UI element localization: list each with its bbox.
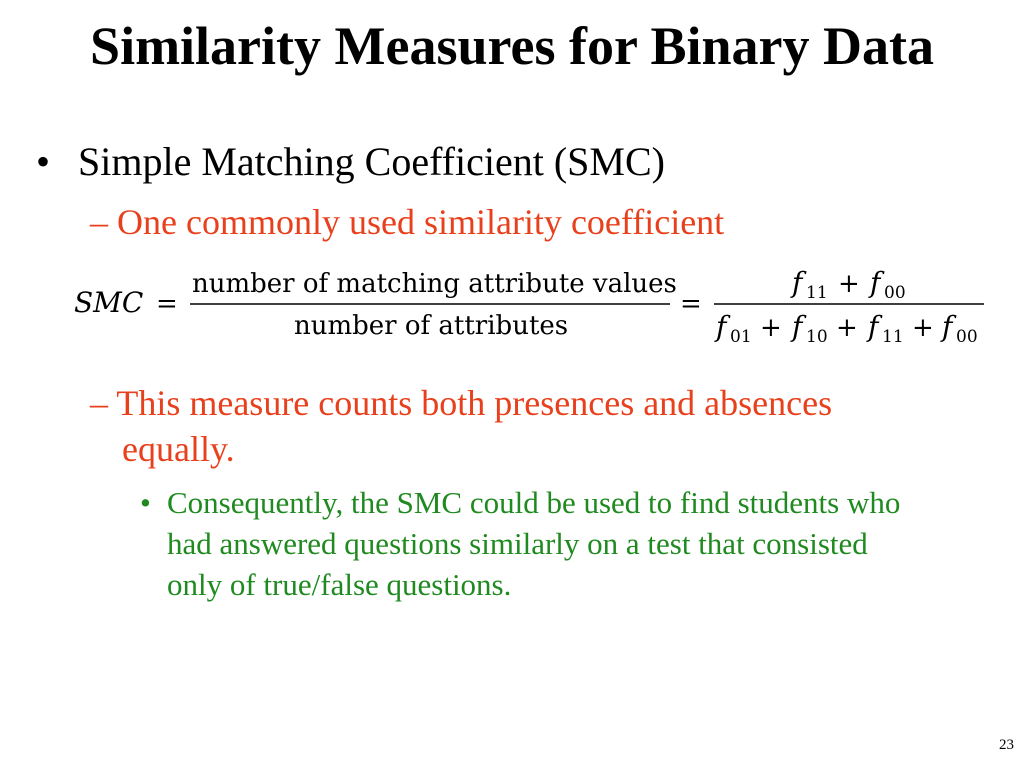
sub-bullet-common-coefficient: – One commonly used similarity coefficient [90, 202, 725, 242]
den-sub-3: 11 [882, 327, 904, 347]
num-plus: + [838, 269, 860, 299]
sub-sub-bullet-marker: • [140, 485, 151, 520]
sub-bullet-2-line-1: – This measure counts both presences and absences [90, 383, 833, 423]
num-sub-1: 11 [806, 283, 828, 303]
bullet-marker: • [36, 139, 51, 184]
den-f-1: f [716, 310, 727, 343]
sub-bullet-presences-absences [90, 380, 832, 472]
sub-sub-bullet-line-3: only of true/false questions. [167, 567, 512, 602]
sub-bullet-2-line-2: equally. [122, 429, 235, 469]
formula-equals-1: = [156, 289, 178, 319]
slide-title: Similarity Measures for Binary Data [90, 16, 934, 76]
den-sub-2: 10 [806, 327, 828, 347]
smc-formula [70, 262, 990, 348]
formula-denominator-words: number of attributes [294, 311, 569, 341]
sub-sub-bullet-students [140, 482, 900, 605]
bullet-text: Simple Matching Coefficient (SMC) [78, 139, 665, 184]
den-sub-1: 01 [730, 327, 752, 347]
den-plus-2: + [836, 313, 858, 343]
num-f-2: f [870, 266, 881, 299]
den-f-2: f [792, 310, 803, 343]
smc-formula-svg [70, 262, 990, 348]
den-plus-1: + [760, 313, 782, 343]
den-plus-3: + [912, 313, 934, 343]
den-sub-4: 00 [956, 327, 978, 347]
den-f-4: f [942, 310, 953, 343]
num-f-1: f [792, 266, 803, 299]
den-f-3: f [868, 310, 879, 343]
sub-sub-bullet-line-2: had answered questions similarly on a test that consisted [167, 526, 868, 561]
formula-lhs: SMC [74, 286, 144, 319]
formula-numerator-words: number of matching attribute values [192, 269, 677, 299]
sub-sub-bullet-line-1: Consequently, the SMC could be used to find students who [167, 485, 901, 520]
page-number: 23 [999, 737, 1014, 753]
num-sub-2: 00 [884, 283, 906, 303]
formula-equals-2: = [680, 289, 702, 319]
